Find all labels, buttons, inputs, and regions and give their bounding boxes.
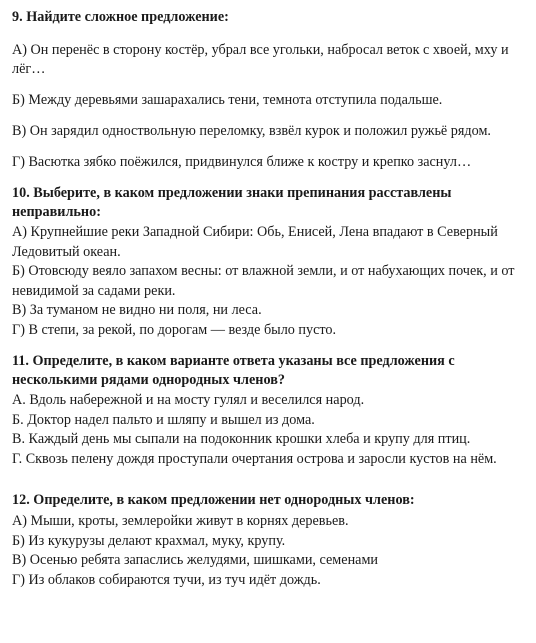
answer-option-b: Б) Отовсюду веяло запахом весны: от влажной земли, и от набухающих почек, и от невидимой за садами реки.	[12, 263, 515, 299]
answer-option-g: Г. Сквозь пелену дождя проступали очертания острова и заросли кустов на нём.	[12, 450, 497, 467]
answer-option-v: В) Осенью ребята запаслись желудями, шишками, семенами	[12, 552, 379, 568]
answer-option-a: А) Он перенёс в сторону костёр, убрал все угольки, набросал веток с хвоей, мху и лёг…	[12, 42, 509, 77]
answer-option-g: Г) Из облаков собираются тучи, из туч идёт дождь.	[12, 571, 321, 588]
answer-option-v: В) За туманом не видно ни поля, ни леса.	[12, 302, 262, 318]
answer-option-a: А) Крупнейшие реки Западной Сибири: Обь, Енисей, Лена впадают в Северный Ледовитый океан.	[12, 224, 498, 260]
question-10	[12, 184, 526, 340]
answer-option-a: А) Мыши, кроты, землеройки живут в корнях деревьев.	[12, 513, 349, 529]
answer-option-b: Б. Доктор надел пальто и шляпу и вышел из дома.	[12, 411, 315, 428]
question-title: 9. Найдите сложное предложение:	[12, 9, 229, 25]
question-title: 12. Определите, в каком предложении нет однородных членов:	[12, 492, 415, 508]
question-11	[12, 352, 526, 469]
question-title: 10. Выберите, в каком предложении знаки препинания расставлены неправильно:	[12, 185, 452, 220]
question-9	[12, 8, 526, 172]
answer-option-v: В. Каждый день мы сыпали на подоконник крошки хлеба и крупу для птиц.	[12, 431, 471, 447]
answer-option-b: Б) Из кукурузы делают крахмал, муку, крупу.	[12, 532, 286, 549]
question-12	[12, 491, 526, 590]
question-title: 11. Определите, в каком варианте ответа указаны все предложения с несколькими рядами однородных членов?	[12, 353, 455, 388]
answer-option-g: Г) Васютка зябко поёжился, придвинулся ближе к костру и крепко заснул…	[12, 154, 472, 170]
answer-option-v: В) Он зарядил одноствольную переломку, взвёл курок и положил ружьё рядом.	[12, 123, 491, 139]
answer-option-g: Г) В степи, за рекой, по дорогам — везде было пусто.	[12, 321, 337, 338]
answer-option-a: А. Вдоль набережной и на мосту гулял и веселился народ.	[12, 392, 365, 408]
answer-option-b: Б) Между деревьями зашарахались тени, темнота отступила подальше.	[12, 92, 443, 108]
